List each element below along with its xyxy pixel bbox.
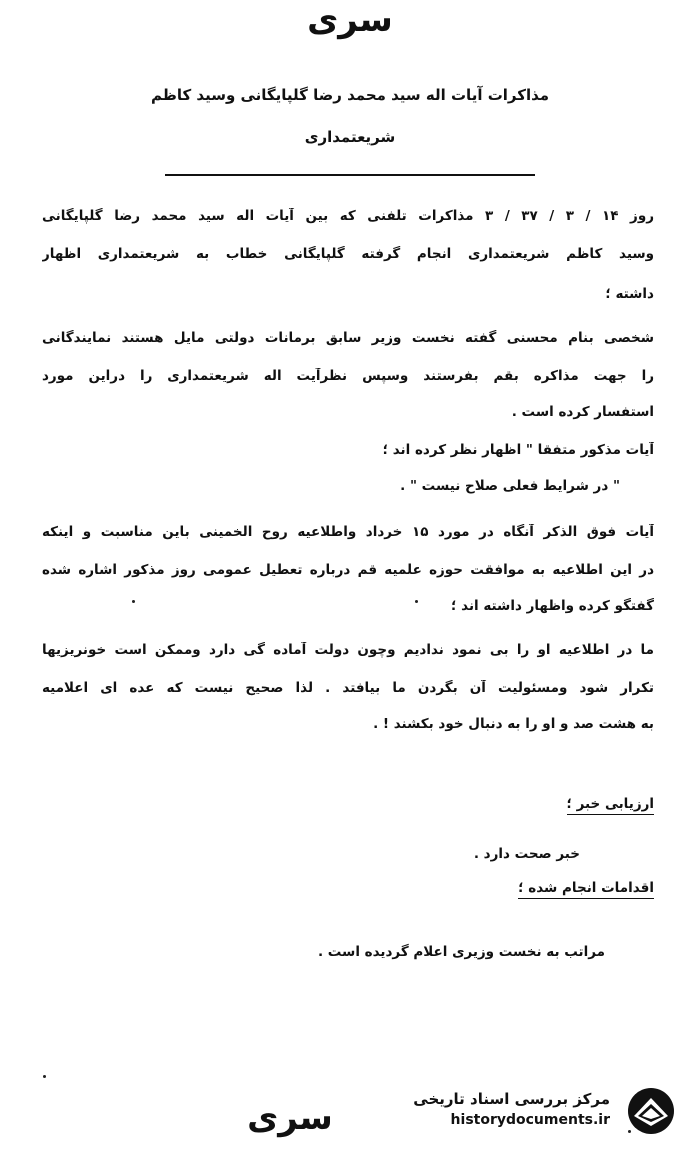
body-line: تکرار شود ومسئولیت آن بگردن ما بیافتد . لذا صحیح نیست که عده ای اعلامیه (42, 680, 654, 696)
logo-url: historydocuments.ir (450, 1112, 610, 1128)
body-line: به هشت صد و او را به دنبال خود بکشند ! . (373, 716, 654, 732)
classification-top: سری (307, 0, 393, 40)
body-line: آیات مذکور متفقا " اظهار نظر کرده اند ؛ (382, 442, 654, 458)
archive-logo (413, 1084, 688, 1138)
document-subheading: شریعتمداری (304, 128, 396, 146)
body-line: گفتگو کرده واظهار داشته اند ؛ (451, 598, 654, 614)
body-line: داشته ؛ (605, 286, 654, 302)
classification-bottom: سری (247, 1098, 333, 1138)
scan-speck (415, 600, 418, 603)
body-line: آیات فوق الذکر آنگاه در مورد ۱۵ خرداد واطلاعیه روح الخمینی باین مناسبت و اینکه (42, 524, 654, 540)
opinion-text: خبر صحت دارد . (473, 846, 580, 862)
body-line: وسید کاظم شریعتمداری انجام گرفته گلپایگانی خطاب به شریعتمداری اظهار (42, 246, 654, 262)
body-line: استفسار کرده است . (511, 404, 654, 420)
opinion-label-text: ارزیابی خبر ؛ (567, 796, 654, 815)
actions-label-text: اقدامات انجام شده ؛ (518, 880, 654, 899)
body-line: را جهت مذاکره بقم بفرستند وسپس نظرآیت اله شریعتمداری را دراین مورد (42, 368, 654, 384)
scan-speck (132, 600, 135, 603)
opinion-label (567, 796, 654, 812)
body-line: شخصی بنام محسنی گفته نخست وزیر سابق برمانات دولتی مایل هستند نمایندگانی (42, 330, 654, 346)
actions-label (518, 880, 654, 896)
logo-title: مرکز بررسی اسناد تاریخی (413, 1090, 610, 1108)
quoted-statement: " در شرایط فعلی صلاح نیست " . (400, 478, 620, 494)
document-heading: مذاکرات آیات اله سید محمد رضا گلپایگانی وسید کاظم (150, 86, 550, 104)
actions-text: مراتب به نخست وزیری اعلام گردیده است . (317, 944, 605, 960)
body-line: در این اطلاعیه به موافقت حوزه علمیه قم درباره تعطیل عمومی روز مذکور اشاره شده (42, 562, 654, 578)
body-line: ما در اطلاعیه او را بی نمود ندادیم وچون دولت آماده گی دارد وممکن است خونریزیها (42, 642, 654, 658)
scan-speck (43, 1075, 46, 1078)
archive-book-icon (620, 1086, 682, 1136)
body-line: روز ۱۴ / ۳ / ۳۷ / ۳ مذاکرات تلفنی که بین آیات اله سید محمد رضا گلپایگانی (42, 208, 654, 224)
heading-divider (165, 174, 535, 176)
